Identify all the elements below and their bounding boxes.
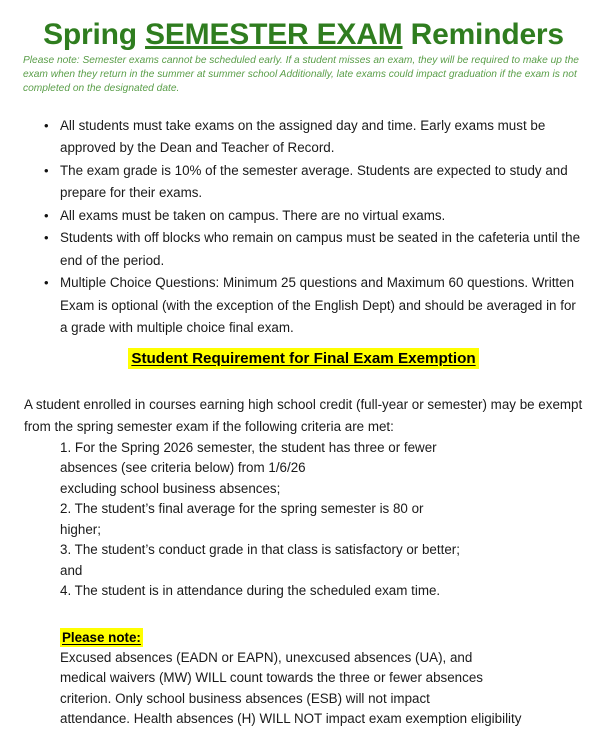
subtitle-line-2: make up the exam when they return in the summer at summer school Additionally, late exams could impact [23, 55, 579, 81]
note-heading-container [60, 628, 585, 647]
section-heading-exemption: Student Requirement for Final Exam Exemption [128, 348, 478, 369]
list-item: and [60, 562, 83, 578]
list-item: • The exam grade is 10% of the semester average. Students are expected to study and prepare for their exams. [0, 160, 607, 205]
list-item: • Students with off blocks who remain on campus must be seated in the cafeteria until the end of the period. [0, 227, 607, 272]
subtitle-line-3: graduation if the exam is not completed on the designated date. [23, 69, 577, 95]
list-item: absences (see criteria below) from 1/6/26 [60, 460, 306, 476]
note-line: criterion. Only school business absences (ESB) will not impact [60, 690, 430, 706]
reminders-list [0, 115, 607, 340]
list-item: • Multiple Choice Questions: Minimum 25 questions and Maximum 60 questions. Written Exam is optional (with the exception of the English Dept) and should be averaged in for a grade with multiple choice final exam. [0, 272, 607, 340]
list-item: 4. The student is in attendance during the scheduled exam time. [60, 583, 441, 599]
please-note-block [0, 628, 607, 730]
list-item: • All students must take exams on the assigned day and time. Early exams must be approved by the Dean and Teacher of Record. [0, 115, 607, 160]
page-title [0, 0, 607, 52]
list-item: 1. For the Spring 2026 semester, the student has three or fewer [60, 439, 437, 455]
note-body [60, 648, 585, 730]
list-item: higher; [60, 521, 101, 537]
title-part-underlined: SEMESTER EXAM [145, 18, 403, 51]
note-heading: Please note: [62, 629, 141, 645]
subtitle-line-1: Please note: Semester exams cannot be scheduled early. If a student misses an exam, they will be required to [23, 55, 520, 66]
note-line: attendance. Health absences (H) WILL NOT impact exam exemption eligibility [60, 711, 522, 727]
list-item: • All exams must be taken on campus. There are no virtual exams. [0, 205, 607, 228]
title-part-pre: Spring [43, 18, 146, 51]
list-item: 2. The student’s final average for the spring semester is 80 or [60, 501, 424, 517]
intro-paragraph: A student enrolled in courses earning high school credit (full-year or semester) may be exempt from the spring semester exam if the following criteria are met: [24, 396, 583, 434]
subtitle-note [0, 54, 607, 97]
section-heading-container [0, 347, 607, 371]
title-part-post: Reminders [402, 18, 564, 51]
note-line: Excused absences (EADN or EAPN), unexcused absences (UA), and [60, 649, 473, 665]
list-item: 3. The student’s conduct grade in that class is satisfactory or better; [60, 542, 460, 558]
criteria-list [0, 438, 607, 602]
list-item: excluding school business absences; [60, 480, 281, 496]
note-line: medical waivers (MW) WILL count towards the three or fewer absences [60, 670, 483, 686]
